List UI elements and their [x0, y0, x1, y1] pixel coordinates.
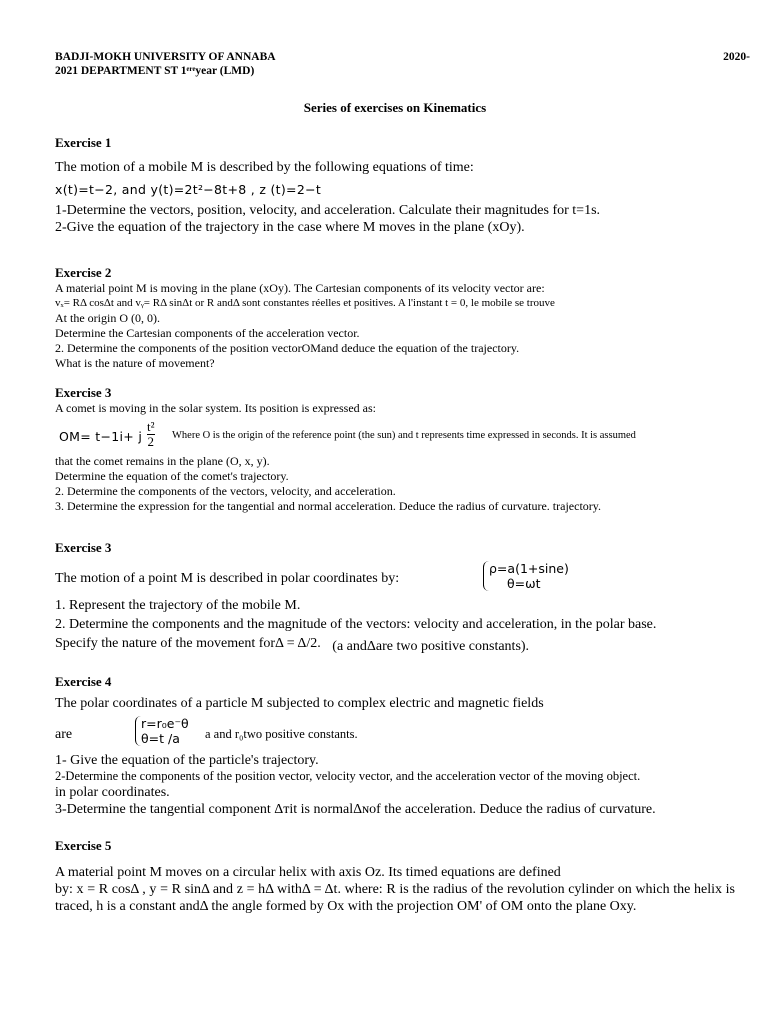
exercise-5-heading: Exercise 5	[55, 838, 112, 853]
exercise-3-polar-heading: Exercise 3	[55, 540, 112, 555]
exercise-5	[55, 838, 735, 915]
exercise-3-polar-line-3	[55, 635, 735, 652]
exercise-4-constants: a and r₀two positive constants.	[205, 727, 358, 741]
header-year: 2020-	[723, 51, 750, 63]
exercise-3-comet-line-1: A comet is moving in the solar system. Its position is expressed as:	[55, 401, 376, 415]
polar-equation-system	[483, 561, 569, 591]
exercise-5-line-1: A material point M moves on a circular helix with axis Oz. Its timed equations are defined	[55, 865, 561, 880]
exercise-2	[55, 265, 735, 371]
exercise-4-question-1: 1- Give the equation of the particle's trajectory.	[55, 753, 319, 768]
exercise-1	[55, 135, 735, 236]
exercise-1-intro: The motion of a mobile M is described by the following equations of time:	[55, 160, 474, 175]
comet-equation-note: Where O is the origin of the reference point (the sun) and t represents time expressed in seconds. It is assumed	[172, 430, 636, 441]
exercise-2-line-6: What is the nature of movement?	[55, 356, 215, 370]
exercise-1-question-2: 2-Give the equation of the trajectory in the case where M moves in the plane (xOy).	[55, 220, 525, 235]
exercise-2-line-3: At the origin O (0, 0).	[55, 311, 160, 325]
exercise-4	[55, 674, 735, 818]
particle-equation-theta: θ=t /a	[141, 731, 180, 746]
exercise-2-line-1: A material point M is moving in the plane (xOy). The Cartesian components of its velocity vector are:	[55, 281, 545, 295]
exercise-4-question-2: 2-Determine the components of the position vector, velocity vector, and the acceleration vector of the moving object.	[55, 769, 641, 783]
exercise-4-system-row	[55, 714, 735, 752]
exercise-3-comet-line-4: 2. Determine the components of the vectors, velocity, and acceleration.	[55, 484, 396, 498]
exercise-2-line-5: 2. Determine the components of the position vectorOMand deduce the equation of the trajectory.	[55, 341, 520, 355]
exercise-3-comet-line-2: that the comet remains in the plane (O, x, y).	[55, 454, 270, 468]
comet-fraction-denominator: 2	[147, 434, 154, 449]
exercise-3-comet	[55, 385, 735, 514]
exercise-3-comet-equation-row	[55, 418, 735, 454]
exercise-2-line-2: vₓ= RΔ cosΔt and vᵧ= RΔ sinΔt or R andΔ sont constantes réelles et positives. A l'instant t = 0, le mobile se trouve	[55, 297, 555, 309]
exercise-2-heading: Exercise 2	[55, 265, 112, 280]
header-department: 2021 DEPARTMENT ST 1ᵉʳᵉyear (LMD)	[55, 65, 255, 77]
exercise-4-line-1: The polar coordinates of a particle M subjected to complex electric and magnetic fields	[55, 696, 544, 711]
exercise-3-polar-intro-row	[55, 559, 735, 597]
exercise-5-line-2: by: x = R cosΔ , y = R sinΔ and z = hΔ withΔ = Δt. where: R is the radius of the revolution cylinder on which the helix is traced, h is a constant andΔ the angle formed by Ox with the projection OM' of OM onto the plane Oxy.	[55, 882, 735, 914]
page-title: Series of exercises on Kinematics	[303, 100, 487, 115]
exercise-3-polar-line-2: 2. Determine the components and the magnitude of the vectors: velocity and acceleration, in the polar base.	[55, 617, 657, 632]
exercise-1-question-1: 1-Determine the vectors, position, velocity, and acceleration. Calculate their magnitudes for t=1s.	[55, 203, 601, 218]
exercise-4-question-3: 3-Determine the tangential component Δᴛit is normalΔɴof the acceleration. Deduce the radius of curvature.	[55, 802, 656, 817]
comet-position-equation: OM= t−1i+ j	[59, 429, 143, 444]
polar-equation-theta: θ=ωt	[507, 576, 541, 591]
exercise-3-comet-line-5: 3. Determine the expression for the tangential and normal acceleration. Deduce the radius of curvature. trajectory.	[55, 499, 601, 513]
comet-fraction	[147, 420, 155, 449]
exercise-1-equation: x(t)=t−2, and y(t)=2t²−8t+8 , z (t)=2−t	[55, 182, 322, 197]
exercise-4-are: are	[55, 727, 73, 742]
exercise-4-question-2b: in polar coordinates.	[55, 785, 170, 800]
exercise-2-line-4: Determine the Cartesian components of the acceleration vector.	[55, 326, 360, 340]
particle-equation-system	[135, 716, 189, 746]
particle-equation-r: r=r₀e⁻θ	[141, 716, 189, 731]
document-page	[55, 50, 750, 915]
header-university: BADJI-MOKH UNIVERSITY OF ANNABA	[55, 51, 276, 63]
exercise-3-polar-line-1: 1. Represent the trajectory of the mobile M.	[55, 598, 301, 613]
exercise-3-polar-intro: The motion of a point M is described in polar coordinates by:	[55, 571, 400, 586]
exercise-4-heading: Exercise 4	[55, 674, 112, 689]
exercise-3-polar-constants: (a andΔare two positive constants).	[332, 639, 530, 654]
exercise-3-comet-line-3: Determine the equation of the comet's trajectory.	[55, 469, 289, 483]
exercise-3-polar-nature: Specify the nature of the movement forΔ = Δ/2.	[55, 636, 321, 651]
exercise-3-comet-heading: Exercise 3	[55, 385, 112, 400]
document-header	[55, 50, 750, 78]
polar-equation-rho: ρ=a(1+sine)	[489, 561, 569, 576]
exercise-3-polar	[55, 540, 735, 652]
comet-fraction-numerator: t²	[147, 419, 155, 434]
exercise-1-heading: Exercise 1	[55, 135, 112, 150]
